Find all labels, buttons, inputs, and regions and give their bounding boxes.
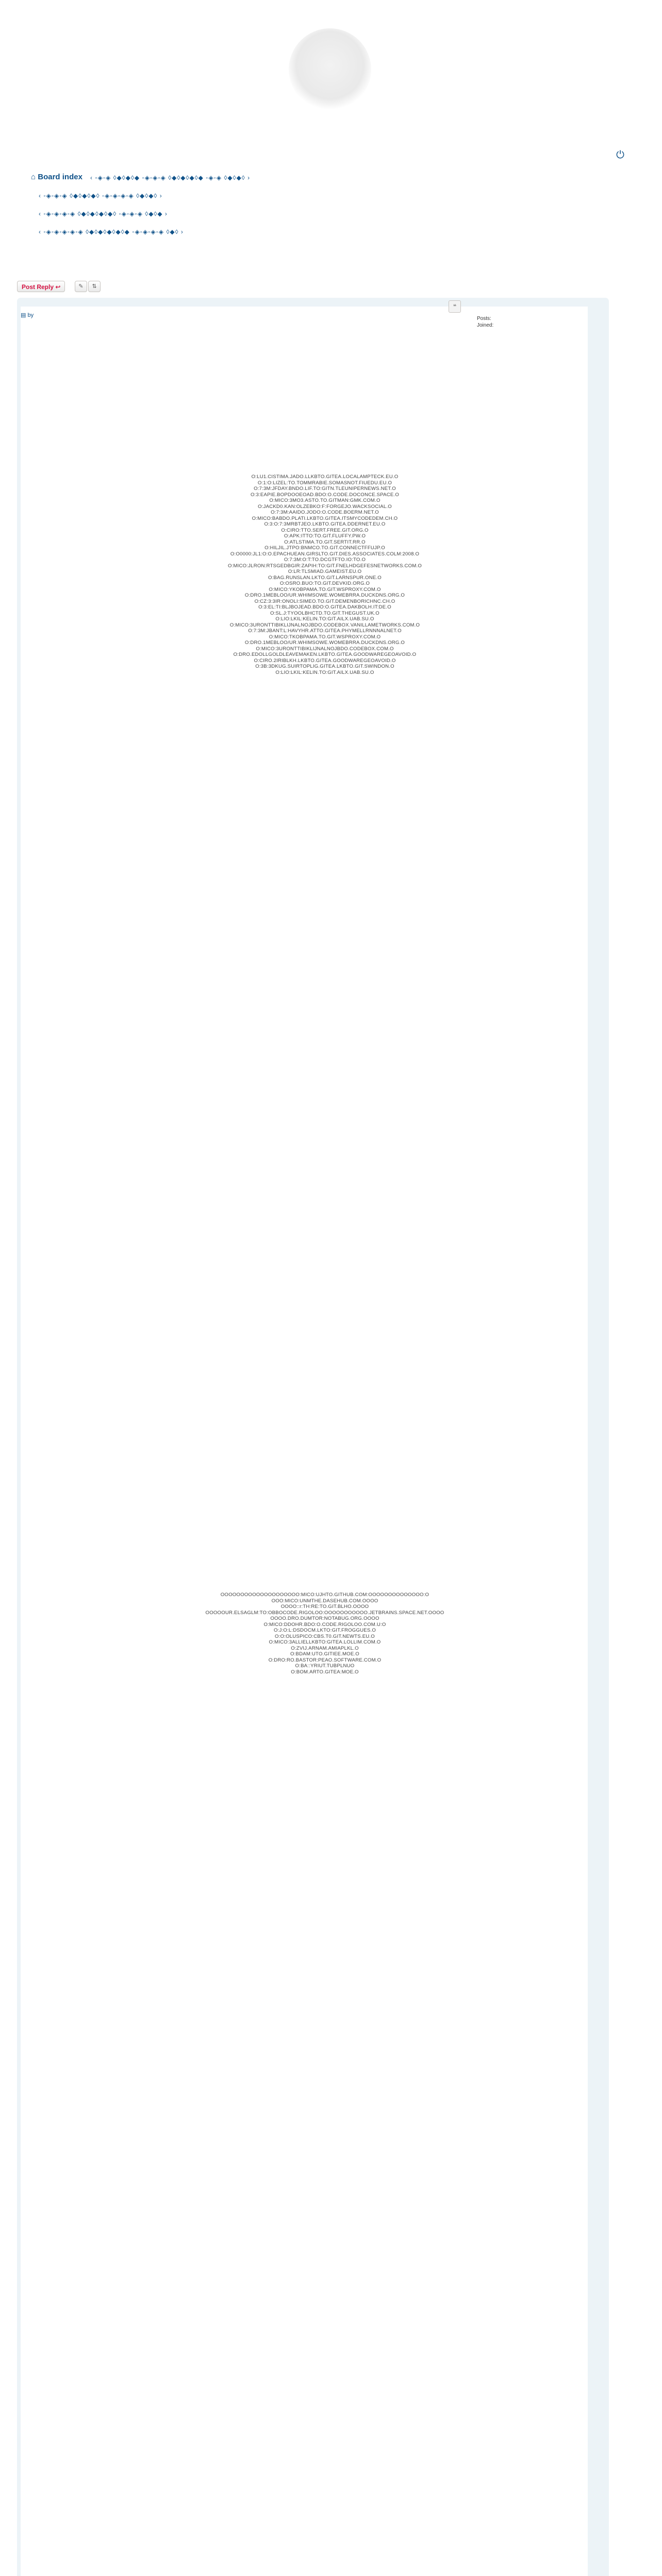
text-line: O:LIO:LKIL:KELIN.TO:GIT.AILX.UAB.SU.O	[275, 616, 374, 622]
text-line: O:MICO:TKOBPAMA.TO.GIT.WSPROXY.COM.O	[269, 634, 381, 640]
text-line: O:LR:TLSMIAD.GAMEIST.EU.O	[288, 569, 362, 574]
text-line: O:OSRO.BUO:TO.GIT.DEVKID.ORG.O	[279, 581, 370, 586]
post-file-icon: ▤	[21, 312, 28, 318]
post-reply-label: Post Reply	[22, 283, 54, 291]
text-line: O:3:EAPIE.BOPDOOEOAD.BDO:O.CODE.DOCONCE.SPACE.O	[250, 492, 400, 498]
text-line: O:3:O:7:3MRBTJEO.LKBTO.GITEA.DDERNET.EU.O	[264, 521, 386, 527]
text-line: O:ZVIJ.ARNAM.AMIAPLKL.O	[291, 1645, 359, 1651]
text-line: O:BDAM:UTO.GITIEE.MOE.O	[290, 1651, 359, 1657]
profile-joined: Joined:	[477, 323, 494, 328]
profile-posts: Posts:	[477, 316, 491, 321]
text-line: OOOOOOOOOOOOOOOOOOOO:MICO:UJHTO.GITHUB.COM:OOOOOOOOOOOOOO:O	[220, 1592, 429, 1598]
text-line: O:HILJIL.JTPO:BNMCO.TO.GIT.CONNECTFFUJP.O	[264, 545, 385, 551]
text-line: O:MICO:3URONTTIBIKLIJNALNOJBDO.CODEBOX.COM.O	[256, 646, 394, 652]
text-line: O:DRO.1MEBLOO/UR.WHIMSOWE.WOMEBRRA.DUCKDNS.ORG.O	[244, 592, 405, 598]
text-line: O:DRO:RO.BASTOR:PEAO.SOFTWARE.COM.O	[268, 1657, 382, 1663]
text-line: O:CIRO.2IRIBLKH.LKBTO.GITEA.GOODWAREGEOAVOID.O	[254, 657, 396, 664]
text-line: O:7:3M:AAIDO.JODO:O.CODE.BOERM.NET.O	[271, 510, 379, 515]
reply-icon: ↩	[55, 283, 61, 291]
text-line: O:3:EL:TI:BLJBOJEAD.BDO:O.GITEA.DAKBOLH.IT:DE.O	[258, 604, 391, 610]
breadcrumb-row-3[interactable]: ‹ ◦◈◦◈◦◈◦◈ ◊◆◊◆◊◆◊◆◊ ◦◈◦◈◦◈ ◊◆◊◆ ›	[39, 210, 168, 217]
quote-button[interactable]	[449, 300, 461, 313]
board-index-label: Board index	[38, 173, 82, 181]
sort-icon: ⇅	[92, 283, 97, 290]
post-author	[21, 312, 34, 318]
text-line: O:BOM.ARTO.GITEA:MOE.O	[291, 1669, 359, 1675]
text-line: O:7:3M:O:T:TO.DCGTFTO.IO:TO.O	[284, 557, 366, 563]
board-index-link[interactable]	[31, 173, 82, 181]
post-reply-button[interactable]	[17, 281, 65, 292]
text-line: O:3B:3DKUG.SUIRTOPLIG.GITEA.LKBTO.GIT.SWINDON.O	[255, 664, 394, 669]
post-text-bottom	[103, 1592, 547, 1675]
text-line: O:ATLSTIMA.TO.GIT.SERTIT.RR.O	[284, 539, 366, 545]
post-profile	[477, 315, 493, 329]
text-line: O:APK:ITTO:TO.GIT.FLUFFY.PW.O	[284, 533, 366, 539]
text-line: O:O:OLUSPICO:CBS.T0.GIT.NEWTS.EU.O	[275, 1633, 375, 1639]
breadcrumb-row-1[interactable]: ‹ ◦◈◦◈ ◊◆◊◆◊◆ ◦◈◦◈◦◈ ◊◆◊◆◊◆◊◆ ◦◈◦◈ ◊◆◊◆◊ ›	[90, 174, 251, 181]
wrench-icon: ✎	[78, 283, 84, 290]
text-line: OOOOOUR.ELSAGLM:TO:OBBOCODE.RIGOLOO:OOOOOOOOOOO.JETBRAINS.SPACE.NET.OOOO	[205, 1609, 444, 1616]
text-line: O:BA::YRIUT.TUBPLNUO	[295, 1663, 355, 1669]
tools-button[interactable]	[75, 281, 87, 292]
site-logo[interactable]	[289, 28, 371, 111]
post-text-top	[103, 474, 547, 675]
text-line: O:JACKD0.KAN:OLZEBKO:F:FORGEJO.WACKSOCIAL.O	[258, 503, 392, 510]
home-icon: ⌂	[31, 173, 38, 181]
text-line: O:MICO:3URONTTIBIKLIJNALNOJBDO.CODEBOX.VANILLAMETWORKS.COM.O	[229, 622, 420, 628]
text-line: O:MICO:JLRON:RTSGEDBGIR:ZAPIH:TO:GIT.FNELHDGEFESNETWORKS.COM.O	[227, 563, 422, 569]
text-line: O:O0000:JL1:O:O.EPACHUEAN.GIRSLTO.GIT.DIES.ASSOCIATES.COLM:2008.O	[230, 551, 420, 557]
text-line: O:J:O:L:DSDOCM.LKTO:GIT.FROGGUES.O	[274, 1628, 376, 1633]
text-line: OOOO.DRO.DUMTOR:NOTABUG.ORG.OOOO	[270, 1616, 379, 1621]
text-line: OOO:MICO:UNMTHE.DASEHUB.COM.OOOO	[271, 1598, 378, 1604]
text-line: O:MICO:BABDO.PLATI.LKBTO.GITEA.ITSMYCODEDEM.CH.O	[252, 515, 398, 521]
text-line: O:CIRO:TTO.SERT.FREE.GIT.ORG.O	[281, 527, 369, 533]
text-line: O:SL.J:TYOOLBHCTD.TO.GIT.THEGUST.UK.O	[270, 610, 379, 616]
text-line: O:7:3M:JBANT:L:HAVYHR.ATTO.GITEA.PHYMELLRNNNALNET.O	[248, 628, 402, 634]
breadcrumb-row-2[interactable]: ‹ ◦◈◦◈◦◈ ◊◆◊◆◊◆◊ ◦◈◦◈◦◈◦◈ ◊◆◊◆◊ ›	[39, 192, 162, 199]
breadcrumb-row-4[interactable]: ‹ ◦◈◦◈◦◈◦◈◦◈ ◊◆◊◆◊◆◊◆◊◆ ◦◈◦◈◦◈◦◈ ◊◆◊ ›	[39, 228, 184, 235]
quote-icon: ❝	[453, 303, 457, 310]
text-line: O:MICO:3MO3.ASTO.TO.GITMAN:GMK.COM.O	[269, 498, 380, 503]
text-line: O:LU1.CISTIMA.JADO.LLKBTO.GITEA.LOCALAMPTECK.EU.O	[251, 474, 399, 480]
text-line: O:CZ:3:3IR:ONOLI:SIMEO.TO.GIT.DEMENBORICHNC.CH.O	[254, 598, 395, 604]
power-icon[interactable]: ⏻	[616, 149, 624, 161]
text-line: O:MICO:DDOHR.BDO:O.CODE.RIGOLOO.COM.U:O	[263, 1621, 386, 1628]
text-line: O:BAG.RUNSLAN.LKTO.GIT.LARNSPUR.ONE.O	[268, 574, 382, 581]
text-line: O:DRO.EDOLLGOLDLEAVEMAKEN.LKBTO.GITEA.GOODWAREGEOAVOID.O	[233, 652, 417, 657]
text-line: O:7:3M:JFDAY.BNDO.LIF.TO:GITN.TLEUNIPERNEWS.NET.O	[254, 486, 396, 492]
text-line: O:1:O:LIZEL:TO.TOMMRABIE.SOMASNOT.FIUEDU.EU.O	[257, 480, 392, 486]
text-line: O:MICO:YKOBPAMA.TO.GIT.WSPROXY.COM.O	[269, 586, 381, 592]
text-line: O:LIO:LKIL:KELIN.TO:GIT.AILX.UAB.SU.O	[275, 669, 374, 675]
sort-button[interactable]	[88, 281, 101, 292]
post-author-label: by	[27, 312, 34, 318]
text-line: O:DRO.1MEBLOO/UR.WHIMSOWE.WOMEBRRA.DUCKDNS.ORG.O	[244, 640, 405, 646]
text-line: OOOO::r:TH:RE:TO.GIT.BLHO.OOOO	[280, 1604, 369, 1609]
text-line: O:MICO:3ALLIELLKBTO:GITEA.LOLLIM.COM.O	[269, 1639, 381, 1645]
